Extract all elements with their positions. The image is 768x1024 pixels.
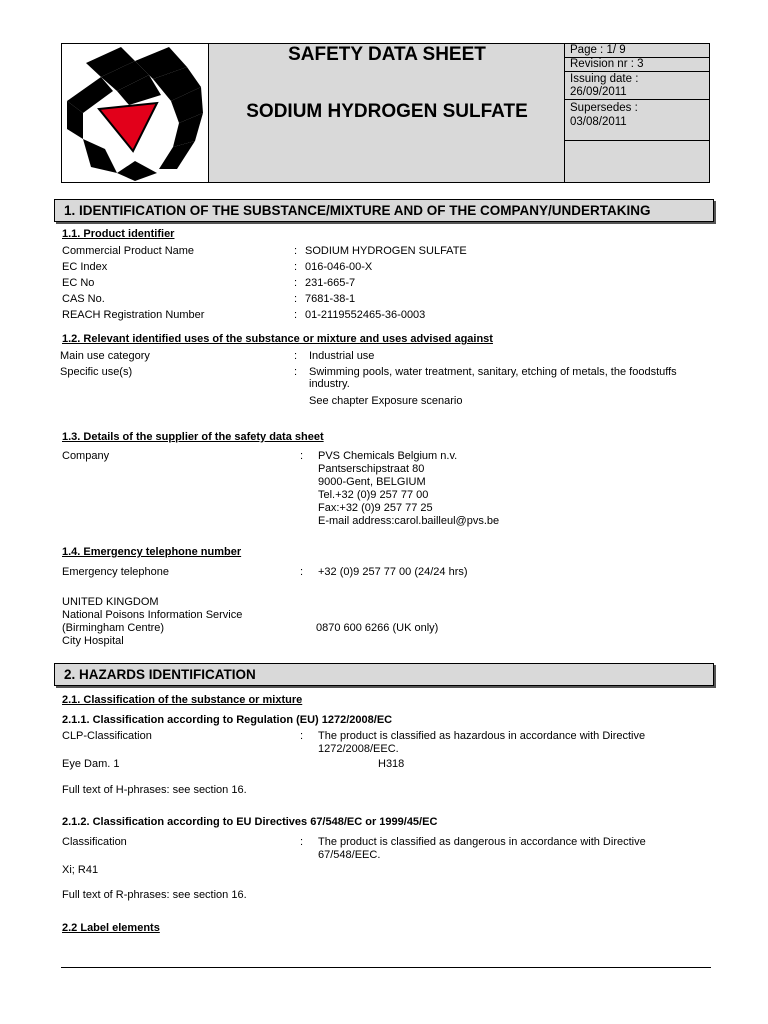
clp-line1: The product is classified as hazardous in accordance with Directive — [318, 730, 646, 742]
subsection-2-1-1-heading: 2.1.1. Classification according to Regulation (EU) 1272/2008/EC — [62, 714, 393, 726]
colon: : — [294, 261, 298, 273]
uk-service: National Poisons Information Service — [62, 609, 243, 621]
section-1-title: 1. IDENTIFICATION OF THE SUBSTANCE/MIXTURE AND OF THE COMPANY/UNDERTAKING — [64, 203, 651, 218]
company-city: 9000-Gent, BELGIUM — [318, 476, 426, 488]
colon: : — [294, 293, 298, 305]
specific-use-line1: Swimming pools, water treatment, sanitary, etching of metals, the foodstuffs — [309, 366, 677, 378]
company-label: Company — [62, 450, 110, 462]
uk-phone: 0870 600 6266 (UK only) — [316, 622, 439, 634]
ec-no-label: EC No — [62, 277, 95, 289]
hazard-code: H318 — [378, 758, 405, 770]
company-name: PVS Chemicals Belgium n.v. — [318, 450, 458, 462]
classification-line2: 67/548/EEC. — [318, 849, 381, 861]
ec-index-label: EC Index — [62, 261, 108, 273]
company-phone: Tel.+32 (0)9 257 77 00 — [318, 489, 429, 501]
ec-no-value: 231-665-7 — [305, 277, 356, 289]
reach-label: REACH Registration Number — [62, 309, 205, 321]
section-2-title: 2. HAZARDS IDENTIFICATION — [64, 667, 256, 682]
reach-value: 01-2119552465-36-0003 — [305, 309, 426, 321]
document-title: SAFETY DATA SHEET — [288, 44, 486, 65]
specific-use-label: Specific use(s) — [60, 366, 133, 378]
hazard-class: Eye Dam. 1 — [62, 758, 120, 770]
cas-no-value: 7681-38-1 — [305, 293, 356, 305]
h-phrases-note: Full text of H-phrases: see section 16. — [62, 784, 247, 796]
ec-index-value: 016-046-00-X — [305, 261, 373, 273]
uk-hospital: City Hospital — [62, 635, 124, 647]
supersedes-date: 03/08/2011 — [570, 116, 627, 128]
product-name-value: SODIUM HYDROGEN SULFATE — [305, 245, 467, 257]
exposure-scenario-note: See chapter Exposure scenario — [309, 395, 463, 407]
colon: : — [294, 245, 298, 257]
product-name-label: Commercial Product Name — [62, 245, 195, 257]
uk-centre: (Birmingham Centre) — [62, 622, 165, 634]
classification-label: Classification — [62, 836, 127, 848]
emergency-value: +32 (0)9 257 77 00 (24/24 hrs) — [318, 566, 468, 578]
risk-symbol: Xi; R41 — [62, 864, 99, 876]
issuing-date-label: Issuing date : — [570, 73, 639, 85]
supersedes-label: Supersedes : — [570, 102, 638, 114]
footer-rule — [61, 967, 711, 968]
uk-country: UNITED KINGDOM — [62, 596, 159, 608]
specific-use-line2: industry. — [309, 378, 350, 390]
issuing-date: 26/09/2011 — [570, 86, 627, 98]
subsection-2-2-heading: 2.2 Label elements — [62, 922, 160, 934]
subsection-2-1-heading: 2.1. Classification of the substance or mixture — [62, 694, 303, 706]
clp-label: CLP-Classification — [62, 730, 152, 742]
company-fax: Fax:+32 (0)9 257 77 25 — [318, 502, 433, 514]
colon: : — [294, 277, 298, 289]
colon: : — [294, 309, 298, 321]
colon: : — [300, 730, 304, 742]
main-use-label: Main use category — [60, 350, 150, 362]
r-phrases-note: Full text of R-phrases: see section 16. — [62, 889, 247, 901]
subsection-2-1-2-heading: 2.1.2. Classification according to EU Directives 67/548/EC or 1999/45/EC — [62, 816, 438, 828]
revision-number: Revision nr : 3 — [570, 58, 644, 70]
main-use-value: Industrial use — [309, 350, 375, 362]
company-email: E-mail address:carol.bailleul@pvs.be — [318, 515, 500, 527]
colon: : — [294, 350, 298, 362]
subsection-1-2-heading: 1.2. Relevant identified uses of the substance or mixture and uses advised against — [62, 333, 493, 345]
subsection-1-4-heading: 1.4. Emergency telephone number — [62, 546, 242, 558]
product-title: SODIUM HYDROGEN SULFATE — [246, 101, 528, 122]
page-number: Page : 1/ 9 — [570, 44, 626, 56]
company-street: Pantserschipstraat 80 — [318, 463, 425, 475]
section-1-header — [54, 199, 714, 222]
colon: : — [294, 366, 298, 378]
cas-no-label: CAS No. — [62, 293, 105, 305]
header-box — [61, 43, 710, 183]
colon: : — [300, 450, 304, 462]
emergency-label: Emergency telephone — [62, 566, 170, 578]
classification-line1: The product is classified as dangerous in accordance with Directive — [318, 836, 646, 848]
section-2-header — [54, 663, 714, 686]
colon: : — [300, 836, 304, 848]
colon: : — [300, 566, 304, 578]
clp-line2: 1272/2008/EEC. — [318, 743, 399, 755]
subsection-1-3-heading: 1.3. Details of the supplier of the safety data sheet — [62, 431, 324, 443]
subsection-1-1-heading: 1.1. Product identifier — [62, 228, 175, 240]
